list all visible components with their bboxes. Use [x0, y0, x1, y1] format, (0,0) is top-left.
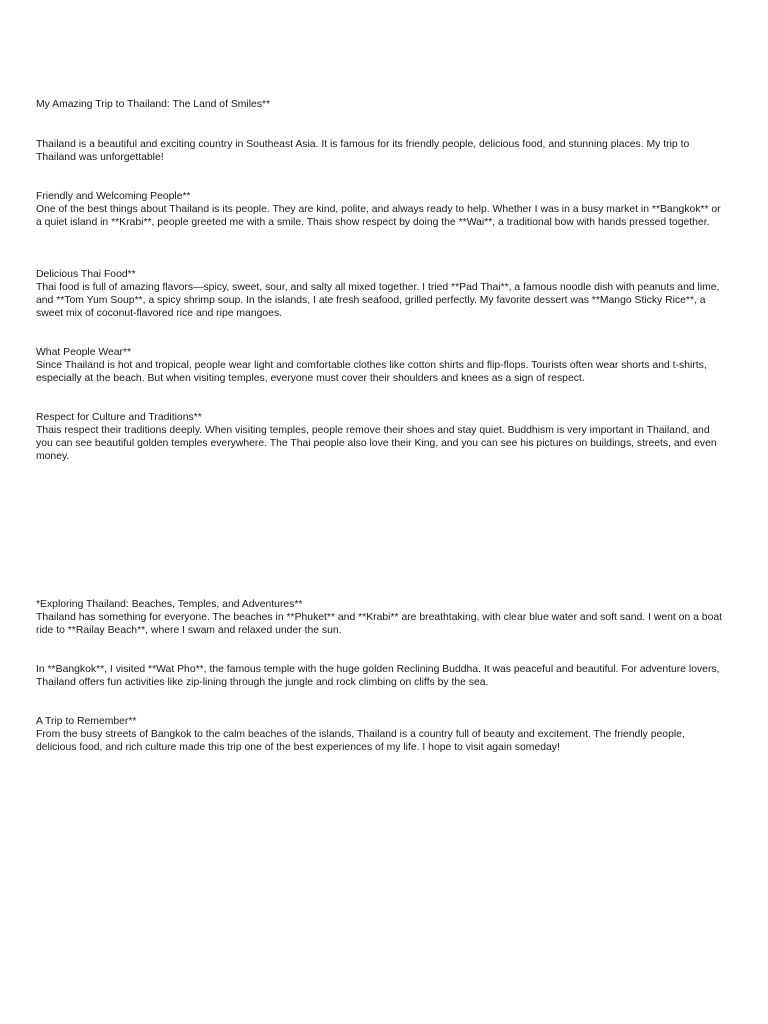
food-section: [36, 268, 726, 320]
people-paragraph: One of the best things about Thailand is its people. They are kind, polite, and always ready to help. Whether I was in a busy market in **Bangkok** or a quiet island in **Krabi**, people greeted me with a smile. Thais show respect by doing the **Wai**, a traditional bow with hands pressed together.: [36, 204, 721, 228]
remember-paragraph: From the busy streets of Bangkok to the calm beaches of the islands, Thailand is a country full of beauty and excitement. The friendly people, delicious food, and rich culture made this trip one of the best experiences of my life. I hope to visit again someday!: [36, 729, 685, 753]
food-heading: Delicious Thai Food**: [36, 269, 136, 280]
food-paragraph: Thai food is full of amazing flavors—spicy, sweet, sour, and salty all mixed together. I tried **Pad Thai**, a famous noodle dish with peanuts and lime, and **Tom Yum Soup**, a spicy shrimp soup. In the islands, I ate fresh seafood, grilled perfectly. My favorite dessert was **Mango Sticky Rice**, a sweet mix of coconut-flavored rice and ripe mangoes.: [36, 282, 720, 319]
exploring-paragraph: Thailand has something for everyone. The beaches in **Phuket** and **Krabi** are breathtaking, with clear blue water and soft sand. I went on a boat ride to **Railay Beach**, where I swam and relaxed under the sun.: [36, 612, 723, 636]
culture-paragraph: Thais respect their traditions deeply. When visiting temples, people remove their shoes and stay quiet. Buddhism is very important in Thailand, and you can see beautiful golden temples everywhere. The Thai people also love their King, and you can see his pictures on buildings, streets, and even money.: [36, 425, 717, 462]
bangkok-paragraph: In **Bangkok**, I visited **Wat Pho**, the famous temple with the huge golden Reclining Buddha. It was peaceful and beautiful. For adventure lovers, Thailand offers fun activities like zip-lining through the jungle and rock climbing on cliffs by the sea.: [36, 664, 720, 688]
people-section: [36, 190, 726, 229]
title-block: [36, 98, 726, 111]
remember-heading: A Trip to Remember**: [36, 716, 137, 727]
exploring-heading: *Exploring Thailand: Beaches, Temples, and Adventures**: [36, 599, 303, 610]
wear-heading: What People Wear**: [36, 347, 132, 358]
exploring-section: [36, 598, 726, 637]
intro-paragraph: Thailand is a beautiful and exciting country in Southeast Asia. It is famous for its friendly people, delicious food, and stunning places. My trip to Thailand was unforgettable!: [36, 139, 690, 163]
wear-section: [36, 346, 726, 385]
page-title: My Amazing Trip to Thailand: The Land of Smiles**: [36, 99, 271, 110]
bangkok-block: [36, 663, 726, 689]
intro-block: [36, 138, 726, 164]
remember-section: [36, 715, 726, 754]
wear-paragraph: Since Thailand is hot and tropical, people wear light and comfortable clothes like cotton shirts and flip-flops. Tourists often wear shorts and t-shirts, especially at the beach. But when visiting temples, everyone must cover their shoulders and knees as a sign of respect.: [36, 360, 707, 384]
culture-heading: Respect for Culture and Traditions**: [36, 412, 202, 423]
culture-section: [36, 411, 726, 463]
people-heading: Friendly and Welcoming People**: [36, 191, 191, 202]
